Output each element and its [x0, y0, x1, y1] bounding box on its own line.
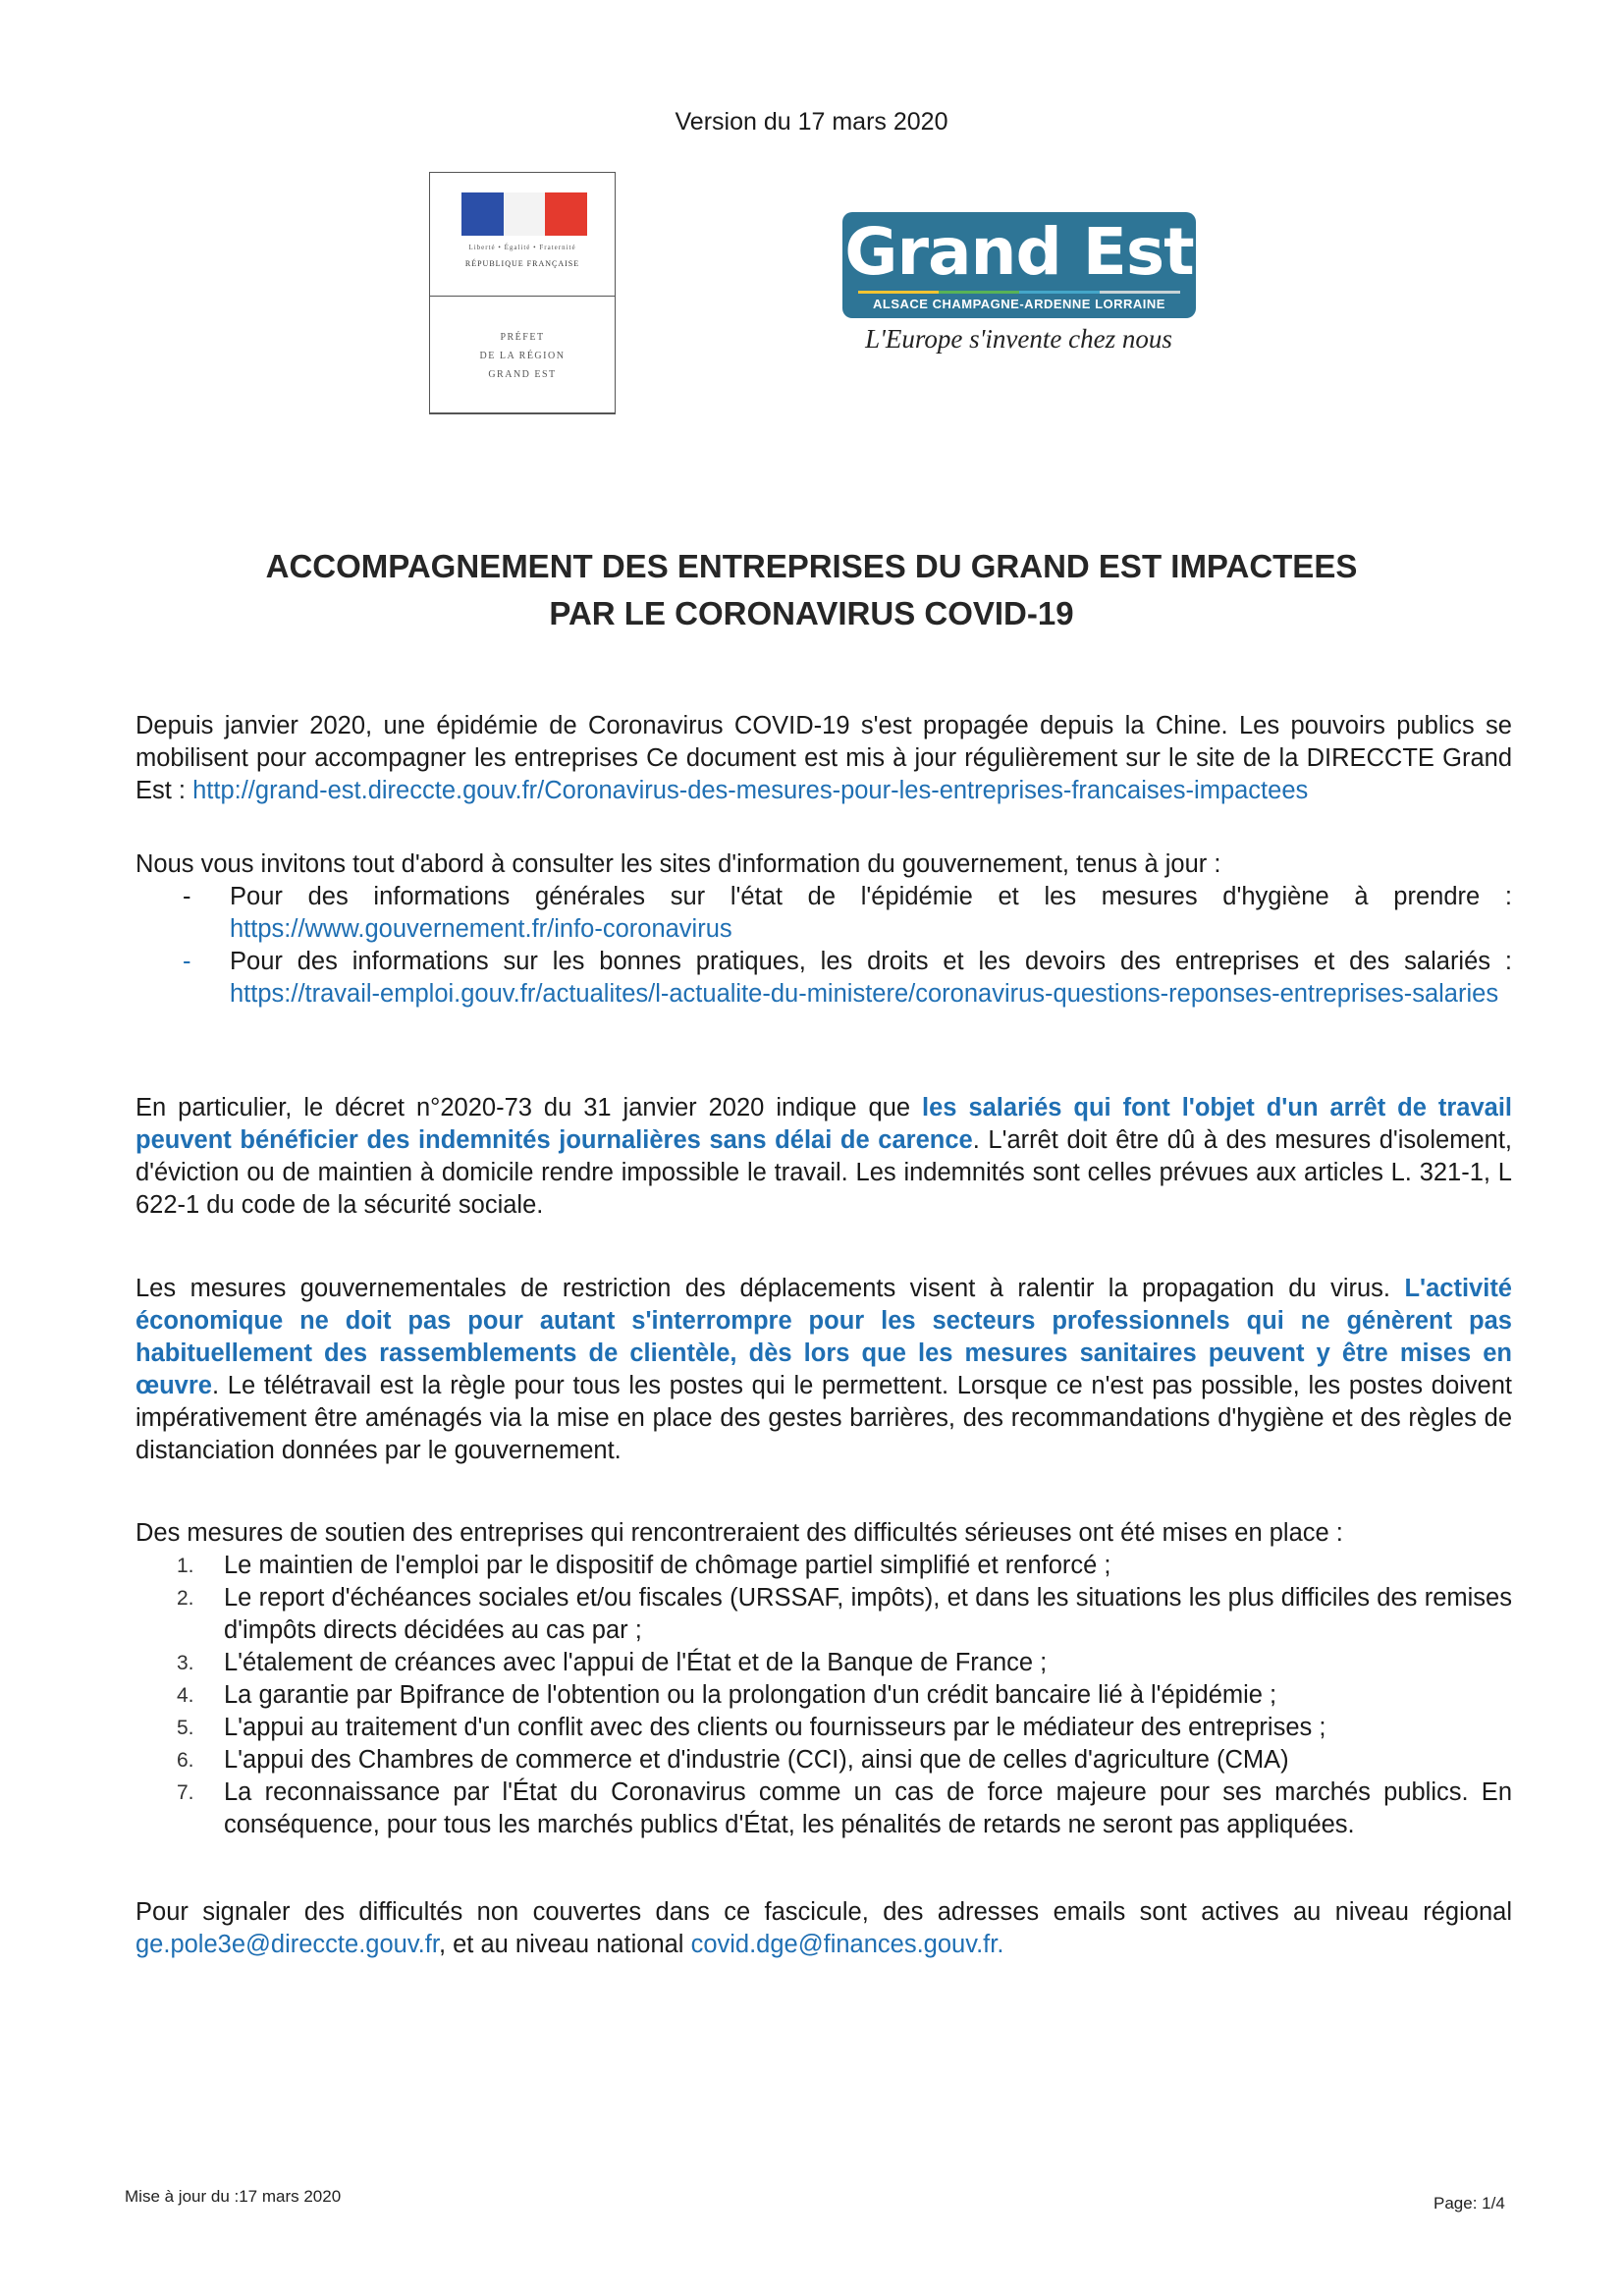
- republique-francaise-logo: [429, 172, 616, 413]
- list-item: 3. L'étalement de créances avec l'appui de l'État et de la Banque de France ;: [177, 1649, 1048, 1676]
- sites-list: [135, 881, 1512, 1011]
- grand-est-subtitle: ALSACE CHAMPAGNE-ARDENNE LORRAINE: [873, 297, 1165, 311]
- soutien-lead: Des mesures de soutien des entreprises qui rencontreraient des difficultés sérieuses ont été mises en place :: [135, 1519, 1343, 1547]
- travail-emploi-link[interactable]: https://travail-emploi.gouv.fr/actualites/l-actualite-du-ministere/coronavirus-questions-reponses-entreprises-salaries: [230, 980, 1499, 1008]
- republique-name: RÉPUBLIQUE FRANÇAISE: [464, 259, 580, 268]
- gouvernement-link[interactable]: https://www.gouvernement.fr/info-coronavirus: [230, 915, 732, 943]
- footer-page-number: Page: 1/4: [1434, 2194, 1505, 2213]
- intro-paragraph: Depuis janvier 2020, une épidémie de Coronavirus COVID-19 s'est propagée depuis la Chine. Les pouvoirs publics se mobilisent pour accompagner les entreprises Ce document est mis à jour régulièrement sur le site de la DIRECCTE Grand Est : http://grand-est.direccte.gouv.fr/Coronavirus-des-mesures-pour-les-entreprises-francaises-impactees: [135, 712, 1512, 804]
- sites-lead: Nous vous invitons tout d'abord à consulter les sites d'information du gouvernement, tenus à jour :: [135, 850, 1221, 878]
- soutien-list: [135, 1550, 1512, 1841]
- mesures-highlight: L'activité économique ne doit pas pour autant s'interrompre pour les secteurs professionnels qui ne génèrent pas habituellement des rassemblements de clientèle, dès lors que les mesures sanitaires peuvent y être mises en œuvre: [135, 1275, 1512, 1399]
- list-item: 5. L'appui au traitement d'un conflit avec des clients ou fournisseurs par le médiateur des entreprises ;: [177, 1714, 1326, 1741]
- national-email-link[interactable]: covid.dge@finances.gouv.fr.: [690, 1931, 1004, 1958]
- version-label: Version du 17 mars 2020: [675, 108, 948, 136]
- contact-paragraph: Pour signaler des difficultés non couvertes dans ce fascicule, des adresses emails sont actives au niveau régional ge.pole3e@direccte.gouv.fr, et au niveau national covid.dge@finances.gouv.fr.: [135, 1898, 1512, 1958]
- decret-highlight: les salariés qui font l'objet d'un arrêt de travail peuvent bénéficier des indemnités journalières sans délai de carence: [135, 1094, 1512, 1154]
- list-item: 6. L'appui des Chambres de commerce et d'industrie (CCI), ainsi que de celles d'agriculture (CMA): [177, 1746, 1289, 1774]
- list-item: - Pour des informations sur les bonnes pratiques, les droits et les devoirs des entreprises et des salariés : https://travail-emploi.gouv.fr/actualites/l-actualite-du-ministere/coronavirus-questions-reponses-entreprises-salaries: [183, 948, 1512, 1008]
- direccte-link[interactable]: http://grand-est.direccte.gouv.fr/Coronavirus-des-mesures-pour-les-entreprises-francaises-impactees: [192, 777, 1309, 804]
- decret-paragraph: En particulier, le décret n°2020-73 du 31 janvier 2020 indique que les salariés qui font l'objet d'un arrêt de travail peuvent bénéficier des indemnités journalières sans délai de carence. L'arrêt doit être dû à des mesures d'isolement, d'éviction ou de maintien à domicile rendre impossible le travail. Les indemnités sont celles prévues aux articles L. 321-1, L 622-1 du code de la sécurité sociale.: [135, 1094, 1512, 1219]
- grand-est-tagline: L'Europe s'invente chez nous: [865, 324, 1172, 354]
- footer-update-date: Mise à jour du :17 mars 2020: [125, 2187, 342, 2206]
- republique-motto: Liberté • Égalité • Fraternité: [468, 244, 576, 251]
- prefet-label: PRÉFET DE LA RÉGION GRAND EST: [479, 332, 566, 380]
- grand-est-logo: [842, 212, 1196, 318]
- marianne-flag-icon: [461, 192, 587, 236]
- list-item: 4. La garantie par Bpifrance de l'obtention ou la prolongation d'un crédit bancaire lié à l'épidémie ;: [177, 1681, 1277, 1709]
- list-item: - Pour des informations générales sur l'état de l'épidémie et les mesures d'hygiène à prendre : https://www.gouvernement.fr/info-coronavirus: [183, 883, 1512, 943]
- grand-est-name: Grand Est: [844, 214, 1194, 290]
- soutien-section: [135, 1517, 1512, 1841]
- list-item: 2. Le report d'échéances sociales et/ou fiscales (URSSAF, impôts), et dans les situations les plus difficiles des remises d'impôts directs décidées au cas par ;: [177, 1584, 1512, 1644]
- list-item: 7. La reconnaissance par l'État du Coronavirus comme un cas de force majeure pour ses marchés publics. En conséquence, pour tous les marchés publics d'État, les pénalités de retards ne seront pas appliquées.: [177, 1778, 1512, 1838]
- list-item: 1. Le maintien de l'emploi par le dispositif de chômage partiel simplifié et renforcé ;: [177, 1552, 1111, 1579]
- regional-email-link[interactable]: ge.pole3e@direccte.gouv.fr: [135, 1931, 439, 1958]
- sites-section: [135, 848, 1512, 1011]
- mesures-paragraph: Les mesures gouvernementales de restriction des déplacements visent à ralentir la propagation du virus. L'activité économique ne doit pas pour autant s'interrompre pour les secteurs professionnels qui ne génèrent pas habituellement des rassemblements de clientèle, dès lors que les mesures sanitaires peuvent y être mises en œuvre. Le télétravail est la règle pour tous les postes qui le permettent. Lorsque ce n'est pas possible, les postes doivent impérativement être aménagés via la mise en place des gestes barrières, des recommandations d'hygiène et des règles de distanciation données par le gouvernement.: [135, 1275, 1512, 1464]
- document-title: ACCOMPAGNEMENT DES ENTREPRISES DU GRAND EST IMPACTEES PAR LE CORONAVIRUS COVID-19: [265, 548, 1358, 631]
